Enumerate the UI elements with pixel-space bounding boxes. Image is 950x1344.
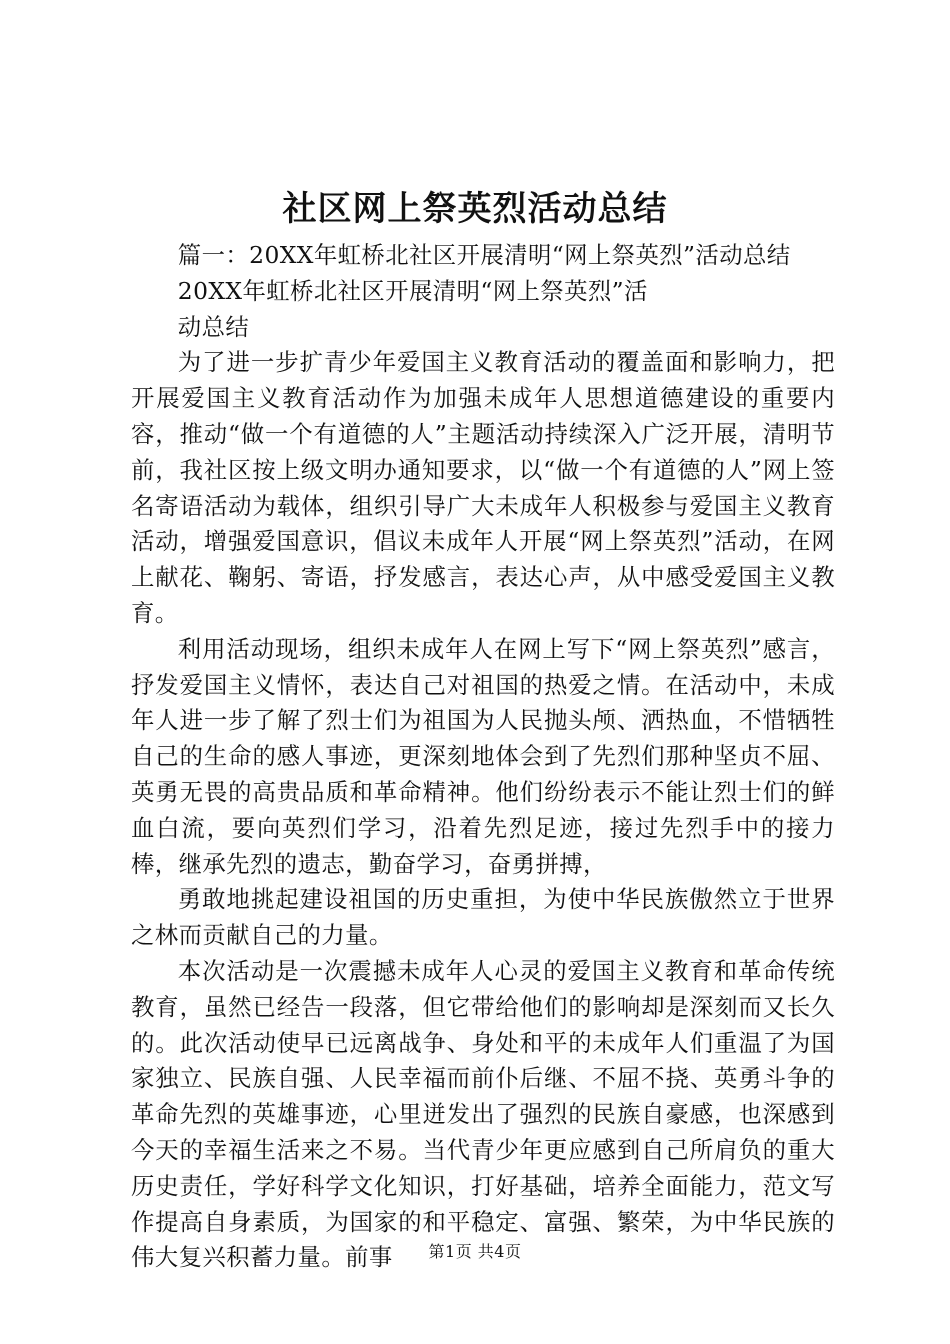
subtitle-line-2: 动总结 (177, 312, 250, 341)
paragraph: 勇敢地挑起建设祖国的历史重担，为使中华民族傲然立于世界之林而贡献自己的力量。 (131, 885, 835, 950)
section-heading: 篇一：20XX年虹桥北社区开展清明“网上祭英烈”活动总结 (177, 241, 791, 269)
paragraph: 利用活动现场，组织未成年人在网上写下“网上祭英烈”感言，抒发爱国主义情怀，表达自己对祖国的热爱之情。在活动中，未成年人进一步了解了烈士们为祖国为人民抛头颅、洒热血，不惜牺牲自己的生命的感人事迹，更深刻地体会到了先烈们那种坚贞不屈、英勇无畏的高贵品质和革命精神。他们纷纷表示不能让烈士们的鲜血白流，要向英烈们学习，沿着先烈足迹，接过先烈手中的接力棒，继承先烈的遗志，勤奋学习，奋勇拼搏， (131, 634, 835, 878)
page-footer: 第1页 共4页 (428, 1242, 522, 1261)
subtitle-line-1: 20XX年虹桥北社区开展清明“网上祭英烈”活 (177, 276, 648, 305)
paragraph: 为了进一步扩青少年爱国主义教育活动的覆盖面和影响力，把开展爱国主义教育活动作为加强未成年人思想道德建设的重要内容，推动“做一个有道德的人”主题活动持续深入广泛开展，清明节前，我社区按上级文明办通知要求，以“做一个有道德的人”网上签名寄语活动为载体，组织引导广大未成年人积极参与爱国主义教育活动，增强爱国意识，倡议未成年人开展“网上祭英烈”活动，在网上献花、鞠躬、寄语，抒发感言，表达心声，从中感受爱国主义教育。 (131, 348, 835, 627)
document-body (131, 238, 835, 1276)
paragraph: 本次活动是一次震撼未成年人心灵的爱国主义教育和革命传统教育，虽然已经告一段落，但它带给他们的影响却是深刻而又长久的。此次活动使早已远离战争、身处和平的未成年人们重温了为国家独立、民族自强、人民幸福而前仆后继、不屈不挠、英勇斗争的革命先烈的英雄事迹，心里迸发出了强烈的民族自豪感，也深感到今天的幸福生活来之不易。当代青少年更应感到自己所肩负的重大历史责任，学好科学文化知识，打好基础，培养全面能力，范文写作提高自身素质，为国家的和平稳定、富强、繁荣，为中华民族的伟大复兴积蓄力量。前事 (131, 956, 835, 1272)
page-title: 社区网上祭英烈活动总结 (282, 189, 668, 229)
